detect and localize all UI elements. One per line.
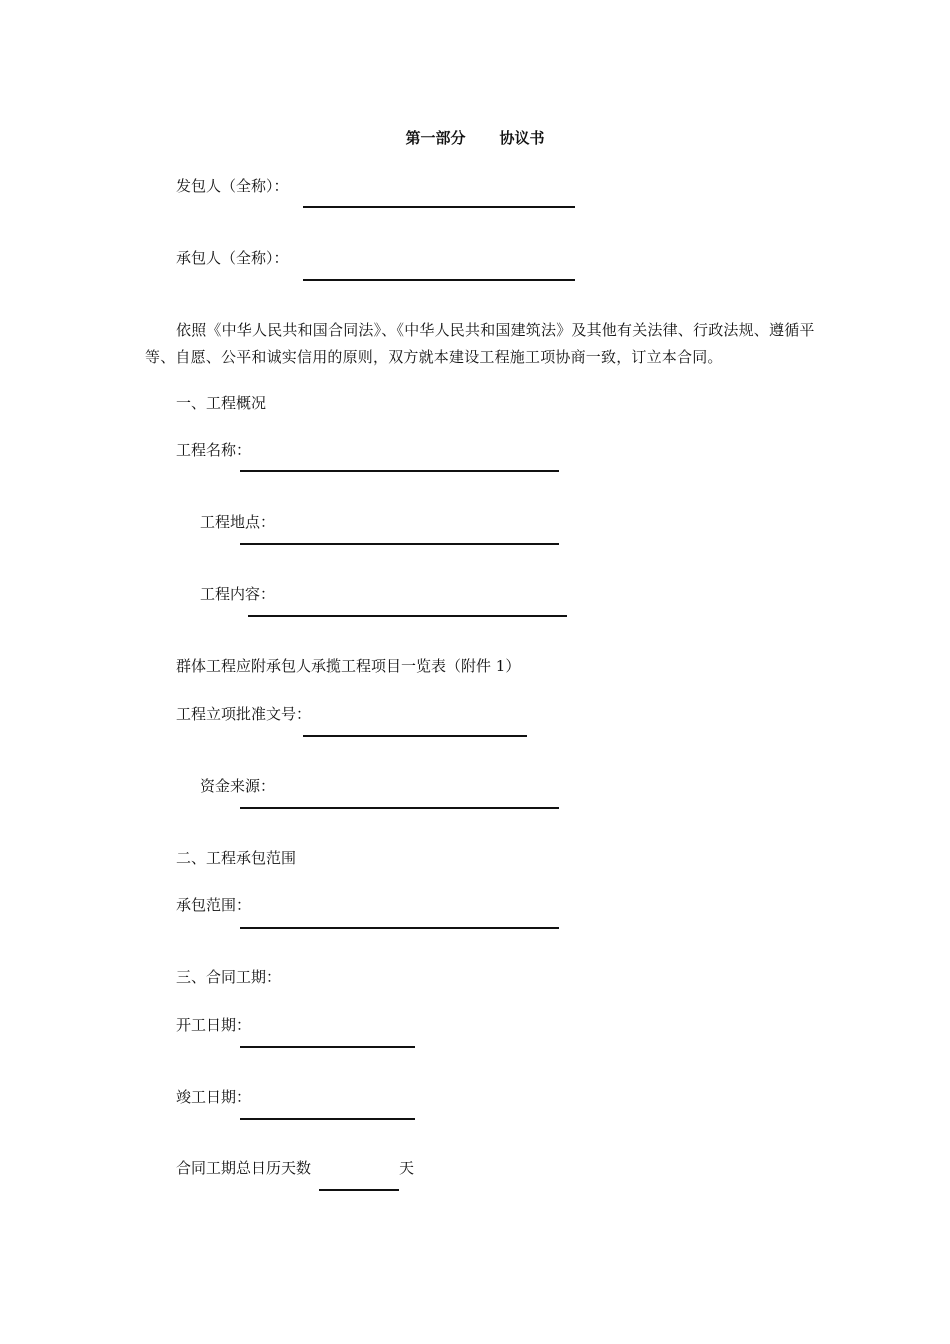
start-date-blank[interactable] <box>240 1046 415 1048</box>
intro-paragraph: 依照《中华人民共和国合同法》、《中华人民共和国建筑法》及其他有关法律、行政法规、遵循平等、自愿、公平和诚实信用的原则，双方就本建设工程施工项协商一致，订立本合同。 <box>145 321 815 366</box>
project-name-label: 工程名称： <box>176 441 252 459</box>
project-location-label: 工程地点： <box>200 513 276 531</box>
duration-blank[interactable] <box>319 1189 399 1191</box>
finish-date-blank[interactable] <box>240 1118 415 1120</box>
project-content-label: 工程内容： <box>200 585 276 603</box>
title-name: 协议书 <box>499 129 545 147</box>
scope-label: 承包范围： <box>176 896 252 914</box>
project-content-blank[interactable] <box>248 615 567 617</box>
project-name-blank[interactable] <box>240 470 559 472</box>
contractor-blank[interactable] <box>303 279 575 281</box>
section-1-heading: 一、工程概况 <box>176 394 267 412</box>
title-part: 第一部分 <box>405 129 466 147</box>
project-location-blank[interactable] <box>240 543 559 545</box>
section-2-heading: 二、工程承包范围 <box>176 849 297 867</box>
funding-source-label: 资金来源： <box>200 777 276 795</box>
employer-label: 发包人（全称）： <box>176 177 289 195</box>
finish-date-label: 竣工日期： <box>176 1088 252 1106</box>
duration-label: 合同工期总日历天数 <box>176 1159 312 1177</box>
duration-unit: 天 <box>399 1159 415 1177</box>
start-date-label: 开工日期： <box>176 1016 252 1034</box>
group-project-note: 群体工程应附承包人承揽工程项目一览表（附件 1） <box>176 657 521 675</box>
approval-number-blank[interactable] <box>303 735 527 737</box>
employer-blank[interactable] <box>303 206 575 208</box>
funding-source-blank[interactable] <box>240 807 559 809</box>
document-title <box>0 128 950 148</box>
approval-number-label: 工程立项批准文号： <box>176 705 312 723</box>
contractor-label: 承包人（全称）： <box>176 249 289 267</box>
section-3-heading: 三、合同工期： <box>176 968 282 986</box>
scope-blank[interactable] <box>240 927 559 929</box>
